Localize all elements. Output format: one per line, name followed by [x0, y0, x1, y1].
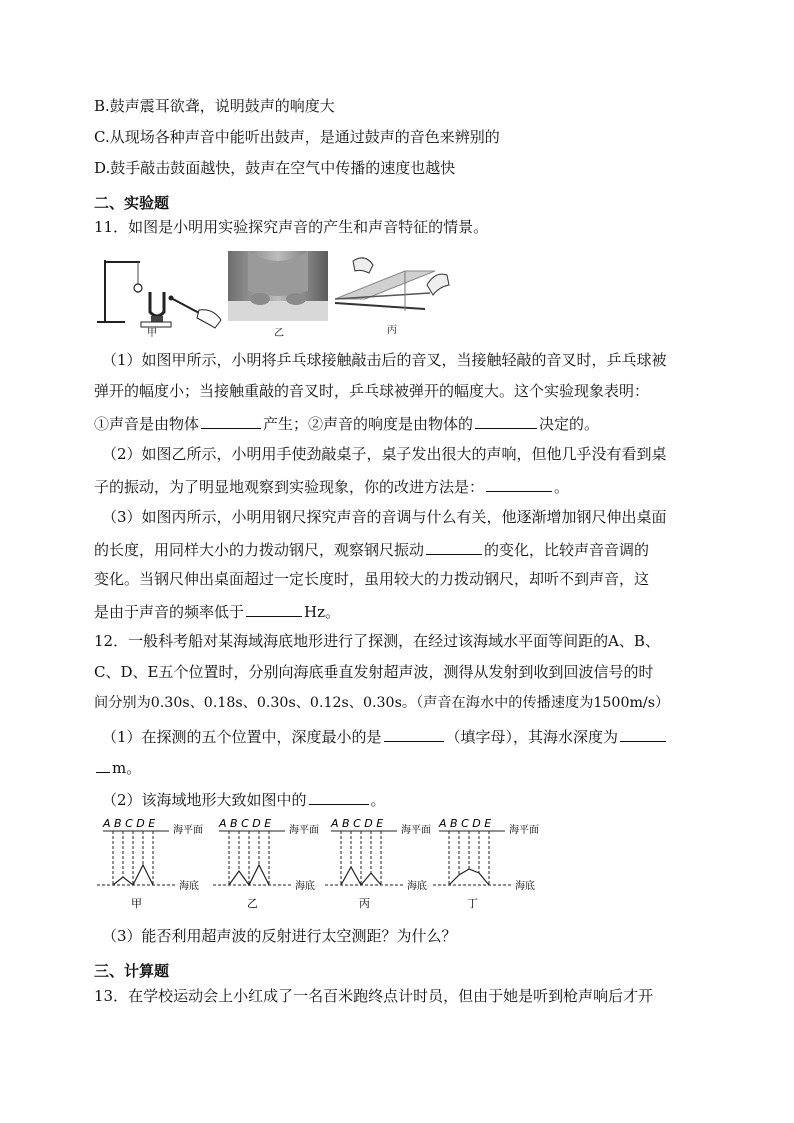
- q12-part2-text-b: 。: [370, 791, 386, 809]
- q11-part3-line3: 变化。当钢尺伸出桌面超过一定长度时，虽用较大的力拨动钢尺，却听不到声音，这: [94, 570, 650, 588]
- q12-part1-text-a: （1）在探测的五个位置中，深度最小的是: [102, 728, 382, 746]
- figure-steel-ruler: [335, 251, 455, 338]
- diagram-label: 丙: [359, 897, 370, 910]
- diagram-label: 甲: [131, 897, 142, 910]
- answer-blank-3[interactable]: [486, 475, 552, 492]
- q11-part3-text-c: 是由于声音的频率低于: [94, 603, 245, 621]
- section-heading-experiment: 二、实验题: [94, 194, 170, 212]
- q11-part3-line4: [94, 600, 340, 622]
- sea-floor-label: 海底: [515, 881, 535, 892]
- sea-level-label: 海平面: [173, 825, 203, 836]
- figure-label-jia: 甲: [147, 328, 157, 339]
- q12-stem-line2: C、D、E五个位置时，分别向海底垂直发射超声波，测得从发射到收到回波信号的时: [94, 663, 654, 681]
- diagram-bing: [325, 817, 431, 910]
- figure-tuning-fork: [95, 250, 225, 338]
- q12-part2-text-a: （2）该海域地形大致如图中的: [102, 791, 307, 809]
- option-c: C.从现场各种声音中能听出鼓声，是通过鼓声的音色来辨别的: [94, 128, 500, 146]
- station-letters: A B C D E: [439, 817, 492, 830]
- answer-blank-5[interactable]: [246, 600, 302, 617]
- q11-part1-text-a: ①声音是由物体: [94, 415, 200, 433]
- q11-part2-text-b: 。: [554, 478, 570, 496]
- section-heading-calculation: 三、计算题: [94, 962, 170, 980]
- q11-part1-line2: 弹开的幅度小；当接触重敲的音叉时，乒乓球被弹开的幅度大。这个实验现象表明：: [94, 382, 650, 400]
- answer-blank-2[interactable]: [475, 412, 537, 429]
- question-11-stem: 11．如图是小明用实验探究声音的产生和声音特征的情景。: [94, 218, 489, 236]
- q11-part3-text-d: Hz。: [304, 603, 340, 621]
- q12-part1-unit: m。: [112, 759, 142, 777]
- figure-label-bing: 丙: [387, 325, 397, 336]
- q11-part1-text-c: 决定的。: [539, 415, 600, 433]
- q11-part3-line2: [94, 538, 649, 560]
- station-letters: A B C D E: [103, 817, 156, 830]
- sea-floor-diagrams: [95, 815, 555, 915]
- sea-floor-profile: [449, 869, 489, 885]
- q11-part1-line1: （1）如图甲所示，小明将乒乓球接触敲击后的音叉，当接触轻敲的音叉时，乒乓球被: [102, 351, 667, 369]
- sea-level-label: 海平面: [509, 825, 539, 836]
- q11-part2-text-a: 子的振动，为了明显地观察到实验现象，你的改进方法是：: [94, 478, 485, 496]
- sea-floor-label: 海底: [407, 881, 427, 892]
- diagram-label: 乙: [247, 897, 258, 910]
- option-d: D.鼓手敲击鼓面越快，鼓声在空气中传播的速度也越快: [94, 159, 456, 177]
- diagram-jia: [97, 817, 203, 910]
- answer-blank-6[interactable]: [384, 725, 444, 742]
- diagram-ding: [433, 817, 539, 910]
- answer-blank-4[interactable]: [426, 538, 482, 555]
- sea-floor-label: 海底: [179, 881, 199, 892]
- figure-label-yi: 乙: [274, 328, 284, 339]
- answer-blank-7-cont[interactable]: [96, 756, 110, 773]
- answer-blank-8[interactable]: [309, 788, 369, 805]
- q12-part1-line2: [94, 756, 141, 778]
- sea-level-label: 海平面: [289, 825, 319, 836]
- q11-part2-line2: [94, 475, 569, 497]
- station-letters: A B C D E: [219, 817, 272, 830]
- option-b: B.鼓声震耳欲聋，说明鼓声的响度大: [94, 97, 335, 115]
- answer-blank-7[interactable]: [620, 725, 666, 742]
- q11-part1-text-b: 产生；②声音的响度是由物体的: [263, 415, 474, 433]
- station-letters: A B C D E: [331, 817, 384, 830]
- q12-stem-line1: 12．一般科考船对某海域海底地形进行了探测，在经过该海域水平面等间距的A、B、: [94, 632, 660, 650]
- q11-part2-line1: （2）如图乙所示，小明用手使劲敲桌子，桌子发出很大的声响，但他几乎没有看到桌: [102, 445, 667, 463]
- photo-hand-on-table: [228, 251, 328, 338]
- q12-part2: [102, 788, 386, 810]
- diagram-label: 丁: [467, 897, 478, 910]
- answer-blank-1[interactable]: [201, 412, 261, 429]
- q12-part1-text-b: （填字母），其海水深度为: [445, 728, 619, 746]
- q11-part1-line3: [94, 412, 599, 434]
- question-13-stem: 13．在学校运动会上小红成了一名百米跑终点计时员，但由于她是听到枪声响后才开: [94, 987, 654, 1005]
- q12-stem-line3: 间分别为0.30s、0.18s、0.30s、0.12s、0.30s。（声音在海水中的传播速度为1500m/s）: [94, 695, 670, 711]
- q12-part3: （3）能否利用超声波的反射进行太空测距？为什么？: [102, 927, 457, 945]
- sea-floor-label: 海底: [295, 881, 315, 892]
- sea-level-label: 海平面: [401, 825, 431, 836]
- diagram-yi: [213, 817, 319, 910]
- q11-part3-text-b: 的变化，比较声音音调的: [484, 541, 650, 559]
- q11-part3-line1: （3）如图丙所示，小明用钢尺探究声音的音调与什么有关，他逐渐增加钢尺伸出桌面: [102, 508, 667, 526]
- q11-part3-text-a: 的长度，用同样大小的力拨动钢尺，观察钢尺振动: [94, 541, 425, 559]
- q12-part1-line1: [102, 725, 668, 747]
